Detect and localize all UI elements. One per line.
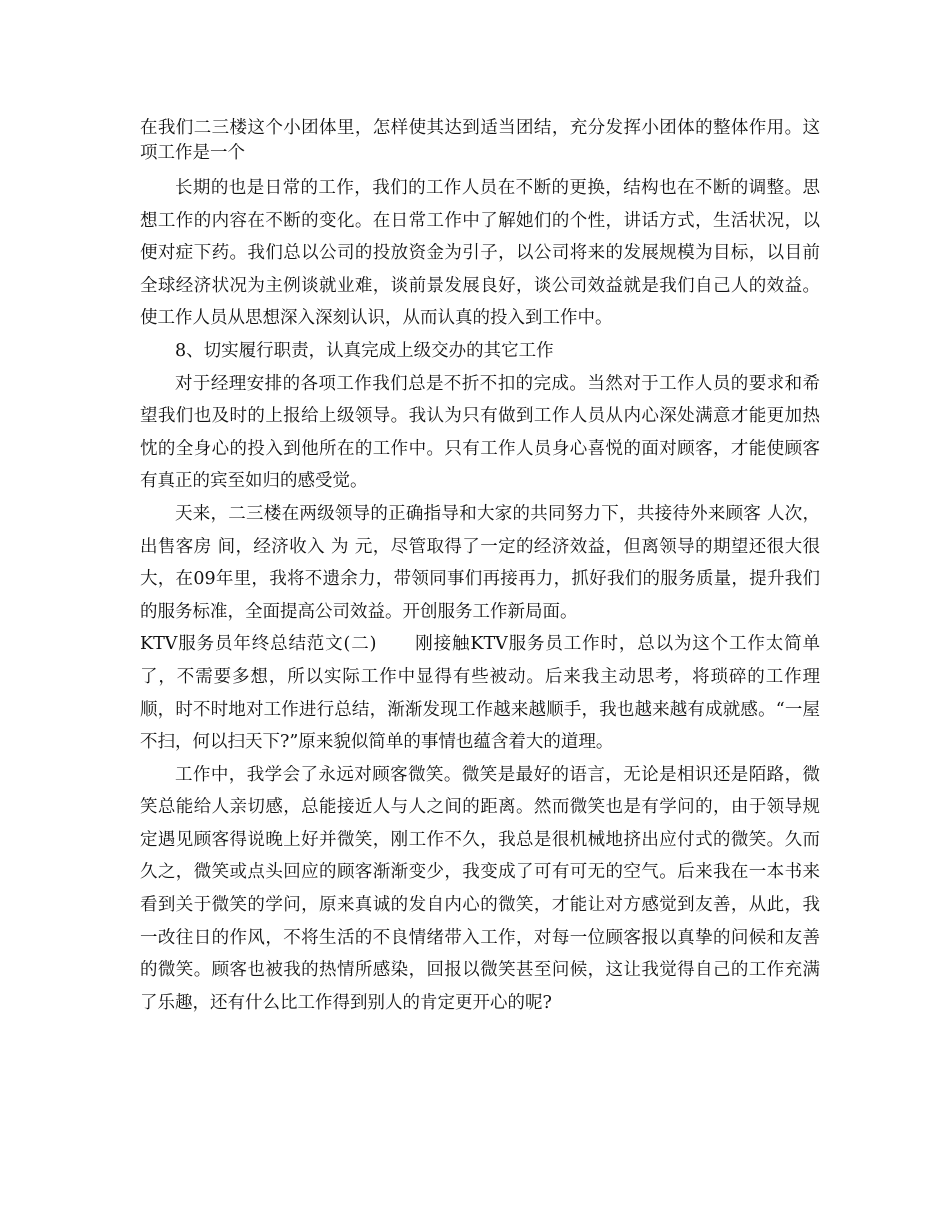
- ktv-intro-text: 刚接触KTV服务员工作时，总以为这个工作太简单了，不需要多想，所以实际工作中显得有些被动。后来我主动思考，将琐碎的工作理顺，时不时地对工作进行总结，渐渐发现工作越来越顺手，我也越来越有成就感。“一屋不扫，何以扫天下?”原来貌似简单的事情也蕴含着大的道理。: [140, 634, 820, 753]
- paragraph-yearly-results: 天来，二三楼在两级领导的正确指导和大家的共同努力下，共接待外来顾客 人次，出售客房 间，经济收入 为 元，尽管取得了一定的经济效益，但离领导的期望还很大很大，在09年里，我将不遗余力，带领同事们再接再力，抓好我们的服务质量，提升我们的服务标准，全面提高公司效益。开创服务工作新局面。: [140, 503, 820, 622]
- paragraph-manager-tasks: 对于经理安排的各项工作我们总是不折不扣的完成。当然对于工作人员的要求和希望我们也及时的上报给上级领导。我认为只有做到工作人员从内心深处满意才能更加热忱的全身心的投入到他所在的工作中。只有工作人员身心喜悦的面对顾客，才能使顾客有真正的宾至如归的感受觉。: [140, 373, 820, 492]
- document-body: [140, 116, 820, 1019]
- paragraph-ktv-intro: [140, 628, 820, 758]
- ktv-summary-title: KTV服务员年终总结范文(二): [140, 634, 377, 655]
- section-heading-8: 8、切实履行职责，认真完成上级交办的其它工作: [175, 340, 554, 361]
- paragraph-team-unity: 在我们二三楼这个小团体里，怎样使其达到适当团结，充分发挥小团体的整体作用。这项工作是一个: [140, 118, 820, 163]
- paragraph-smile: 工作中，我学会了永远对顾客微笑。微笑是最好的语言，无论是相识还是陌路，微笑总能给人亲切感，总能接近人与人之间的距离。然而微笑也是有学问的，由于领导规定遇见顾客得说晚上好并微笑，刚工作不久，我总是很机械地挤出应付式的微笑。久而久之，微笑或点头回应的顾客渐渐变少，我变成了可有可无的空气。后来我在一本书来看到关于微笑的学问，原来真诚的发自内心的微笑，才能让对方感觉到友善，从此，我一改往日的作风，不将生活的不良情绪带入工作，对每一位顾客报以真挚的问候和友善的微笑。顾客也被我的热情所感染，回报以微笑甚至问候，这让我觉得自己的工作充满了乐趣，还有什么比工作得到别人的肯定更开心的呢?: [140, 764, 820, 1013]
- paragraph-daily-work: 长期的也是日常的工作，我们的工作人员在不断的更换，结构也在不断的调整。思想工作的内容在不断的变化。在日常工作中了解她们的个性，讲话方式，生活状况，以便对症下药。我们总以公司的投放资金为引子，以公司将来的发展规模为目标，以目前全球经济状况为主例谈就业难，谈前景发展良好，谈公司效益就是我们自己人的效益。使工作人员从思想深入深刻认识，从而认真的投入到工作中。: [140, 178, 820, 329]
